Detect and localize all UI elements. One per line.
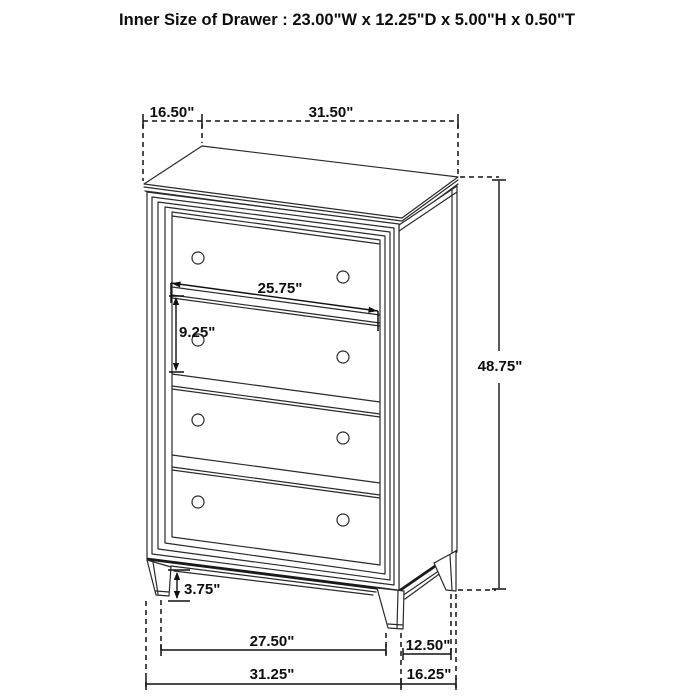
dim-label-drawer-width: 25.75" <box>257 280 303 297</box>
dim-label-overall-height: 48.75" <box>477 358 523 375</box>
front-frame <box>147 192 399 591</box>
dim-label-top-width: 31.50" <box>308 104 354 121</box>
dim-label-top-depth: 16.50" <box>149 104 195 121</box>
side-face <box>399 186 457 591</box>
dim-label-base-width: 31.25" <box>249 666 295 683</box>
dim-label-base-depth: 16.25" <box>406 666 452 683</box>
dim-label-side-leg-span: 12.50" <box>405 637 451 654</box>
dim-label-drawer-front-height: 9.25" <box>179 324 216 341</box>
side-panel <box>399 186 457 591</box>
dim-label-leg-height: 3.75" <box>184 581 221 598</box>
diagram-title: Inner Size of Drawer : 23.00"W x 12.25"D x 5.00"H x 0.50"T <box>119 11 575 29</box>
dim-label-front-leg-span: 27.50" <box>249 633 295 650</box>
frame-outer <box>147 192 399 591</box>
chest-drawing <box>144 146 458 629</box>
